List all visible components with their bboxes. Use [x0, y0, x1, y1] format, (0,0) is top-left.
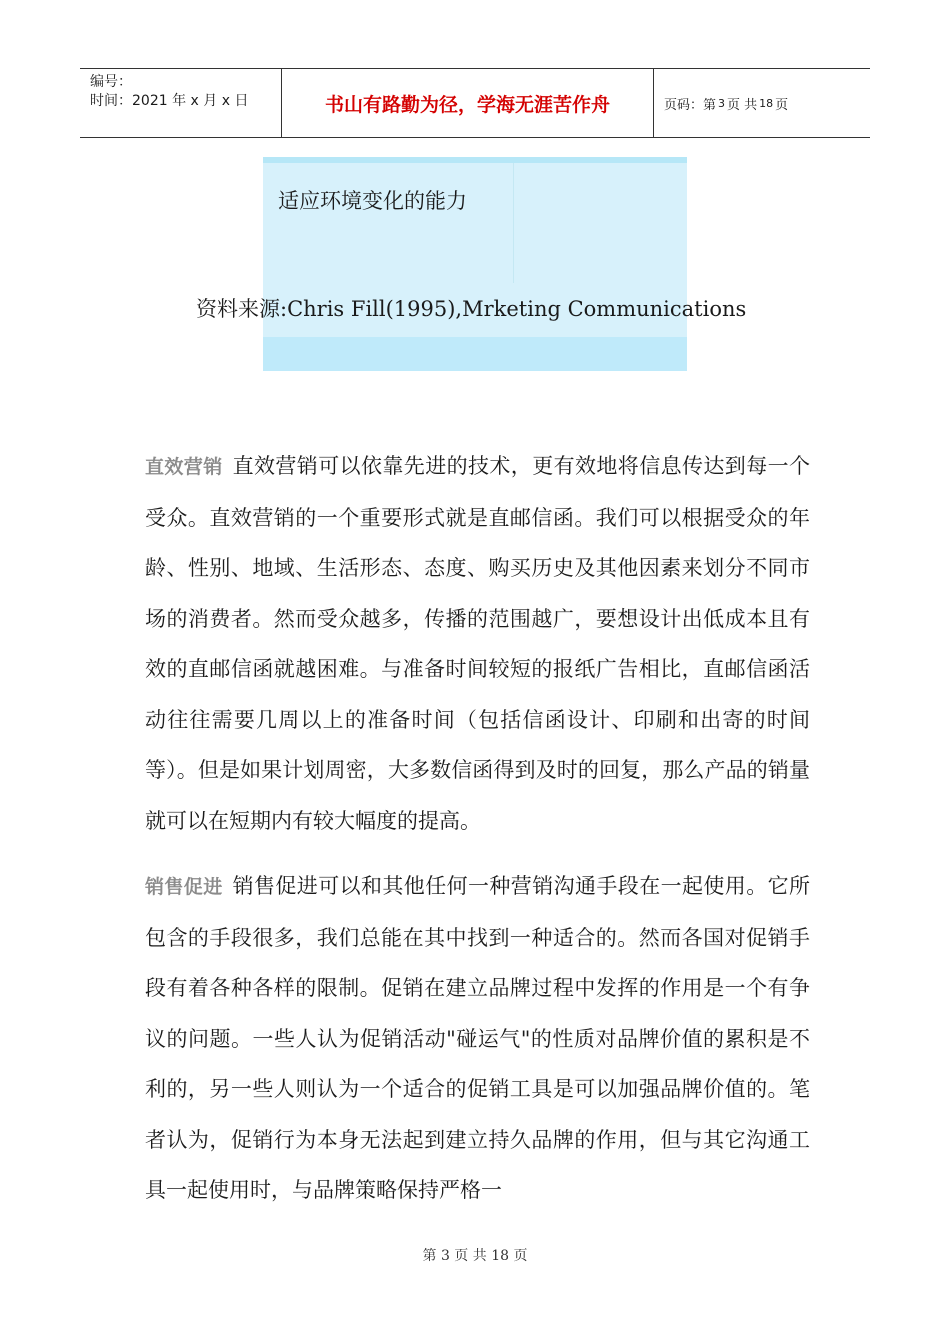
page-prefix: 页码：第 [664, 97, 717, 113]
table-cell-text: 适应环境变化的能力 [278, 189, 467, 213]
header-info-cell [80, 69, 282, 137]
page-current: 3 [718, 96, 726, 110]
table-top-border [263, 157, 687, 163]
page-total: 18 [759, 96, 774, 110]
header-page-info [654, 69, 870, 137]
paragraph-sales-promotion [145, 861, 810, 1216]
number-label: 编号： [90, 74, 132, 90]
section-title: 直效营销 [145, 456, 223, 478]
page-middle: 页 共 [727, 97, 758, 113]
section-title: 销售促进 [145, 876, 223, 898]
page-footer: 第 3 页 共 18 页 [422, 1248, 528, 1264]
table-fragment [263, 157, 687, 371]
header-table [80, 68, 870, 138]
table-bottom-band [263, 337, 687, 371]
table-column-divider [513, 163, 514, 283]
time-label: 时间：2021 年 x 月 x 日 [90, 93, 249, 109]
header-motto: 书山有路勤为径，学海无涯苦作舟 [282, 69, 654, 137]
section-text: 销售促进可以和其他任何一种营销沟通手段在一起使用。它所包含的手段很多，我们总能在其中找到一种适合的。然而各国对促销手段有着各种各样的限制。促销在建立品牌过程中发挥的作用是一个有争议的问题。一些人认为促销活动"碰运气"的性质对品牌价值的累积是不利的，另一些人则认为一个适合的促销工具是可以加强品牌价值的。笔者认为，促销行为本身无法起到建立持久品牌的作用，但与其它沟通工具一起使用时，与品牌策略保持严格一 [145, 874, 810, 1202]
page-suffix: 页 [775, 97, 789, 113]
section-text: 直效营销可以依靠先进的技术，更有效地将信息传达到每一个受众。直效营销的一个重要形式就是直邮信函。我们可以根据受众的年龄、性别、地域、生活形态、态度、购买历史及其他因素来划分不同市场的消费者。然而受众越多，传播的范围越广，要想设计出低成本且有效的直邮信函就越困难。与准备时间较短的报纸广告相比，直邮信函活动往往需要几周以上的准备时间（包括信函设计、印刷和出寄的时间等）。但是如果计划周密，大多数信函得到及时的回复，那么产品的销量就可以在短期内有较大幅度的提高。 [145, 454, 810, 833]
paragraph-direct-marketing [145, 441, 810, 846]
source-citation: 资料来源:Chris Fill(1995),Mrketing Communications [196, 297, 747, 321]
